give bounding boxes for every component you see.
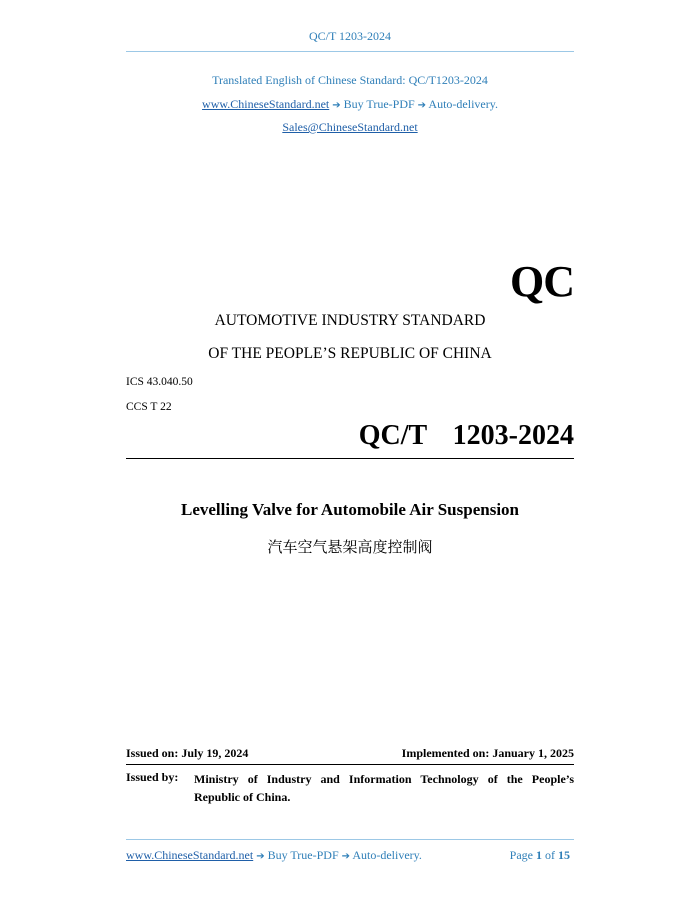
qc-logo-mark: QC [510, 257, 574, 306]
issued-by-label: Issued by: [126, 770, 179, 784]
arrow-icon: ➔ [256, 851, 265, 862]
issued-by-line2: Republic of China. [194, 790, 291, 804]
arrow-icon: ➔ [341, 851, 351, 862]
page-total: 15 [558, 848, 570, 862]
standard-code: QC/T 1203-2024 [358, 420, 574, 451]
footer-links [126, 848, 422, 863]
running-header: QC/T 1203-2024 [308, 29, 392, 43]
issued-by-text [194, 770, 574, 806]
email-link[interactable]: Sales@ChineseStandard.net [282, 120, 418, 134]
arrow-icon: ➔ [417, 100, 427, 111]
ccs-code: CCS T 22 [126, 401, 172, 413]
issued-on: Issued on: July 19, 2024 [126, 746, 249, 760]
buy-text: Buy True-PDF [343, 97, 415, 111]
promo-links [0, 97, 700, 112]
of-label: of [545, 848, 555, 862]
footer-buy-text: Buy True-PDF [267, 848, 339, 862]
implemented-on: Implemented on: January 1, 2025 [401, 746, 574, 760]
document-title-cn: 汽车空气悬架高度控制阀 [267, 538, 433, 556]
email-row [0, 120, 700, 135]
footer-delivery-text: Auto-delivery. [352, 848, 422, 862]
issued-by-line1: Ministry of Industry and Information Technology of the People’s [194, 772, 574, 786]
page-number: 1 [536, 848, 542, 862]
site-link[interactable]: www.ChineseStandard.net [202, 97, 330, 111]
ics-code: ICS 43.040.50 [126, 376, 193, 388]
standard-title-line1: AUTOMOTIVE INDUSTRY STANDARD [214, 312, 486, 329]
document-title-en: Levelling Valve for Automobile Air Suspension [180, 500, 520, 519]
page-label: Page [509, 848, 533, 862]
footer-site-link[interactable]: www.ChineseStandard.net [126, 848, 254, 862]
issued-rule [126, 764, 574, 765]
header-divider [126, 51, 574, 52]
standard-title-line2: OF THE PEOPLE’S REPUBLIC OF CHINA [208, 345, 492, 362]
delivery-text: Auto-delivery. [428, 97, 498, 111]
page-indicator [510, 848, 570, 863]
footer-divider [126, 839, 574, 840]
promo-line: Translated English of Chinese Standard: QC/T1203-2024 [212, 73, 488, 87]
arrow-icon: ➔ [332, 100, 341, 111]
title-rule [126, 458, 574, 459]
